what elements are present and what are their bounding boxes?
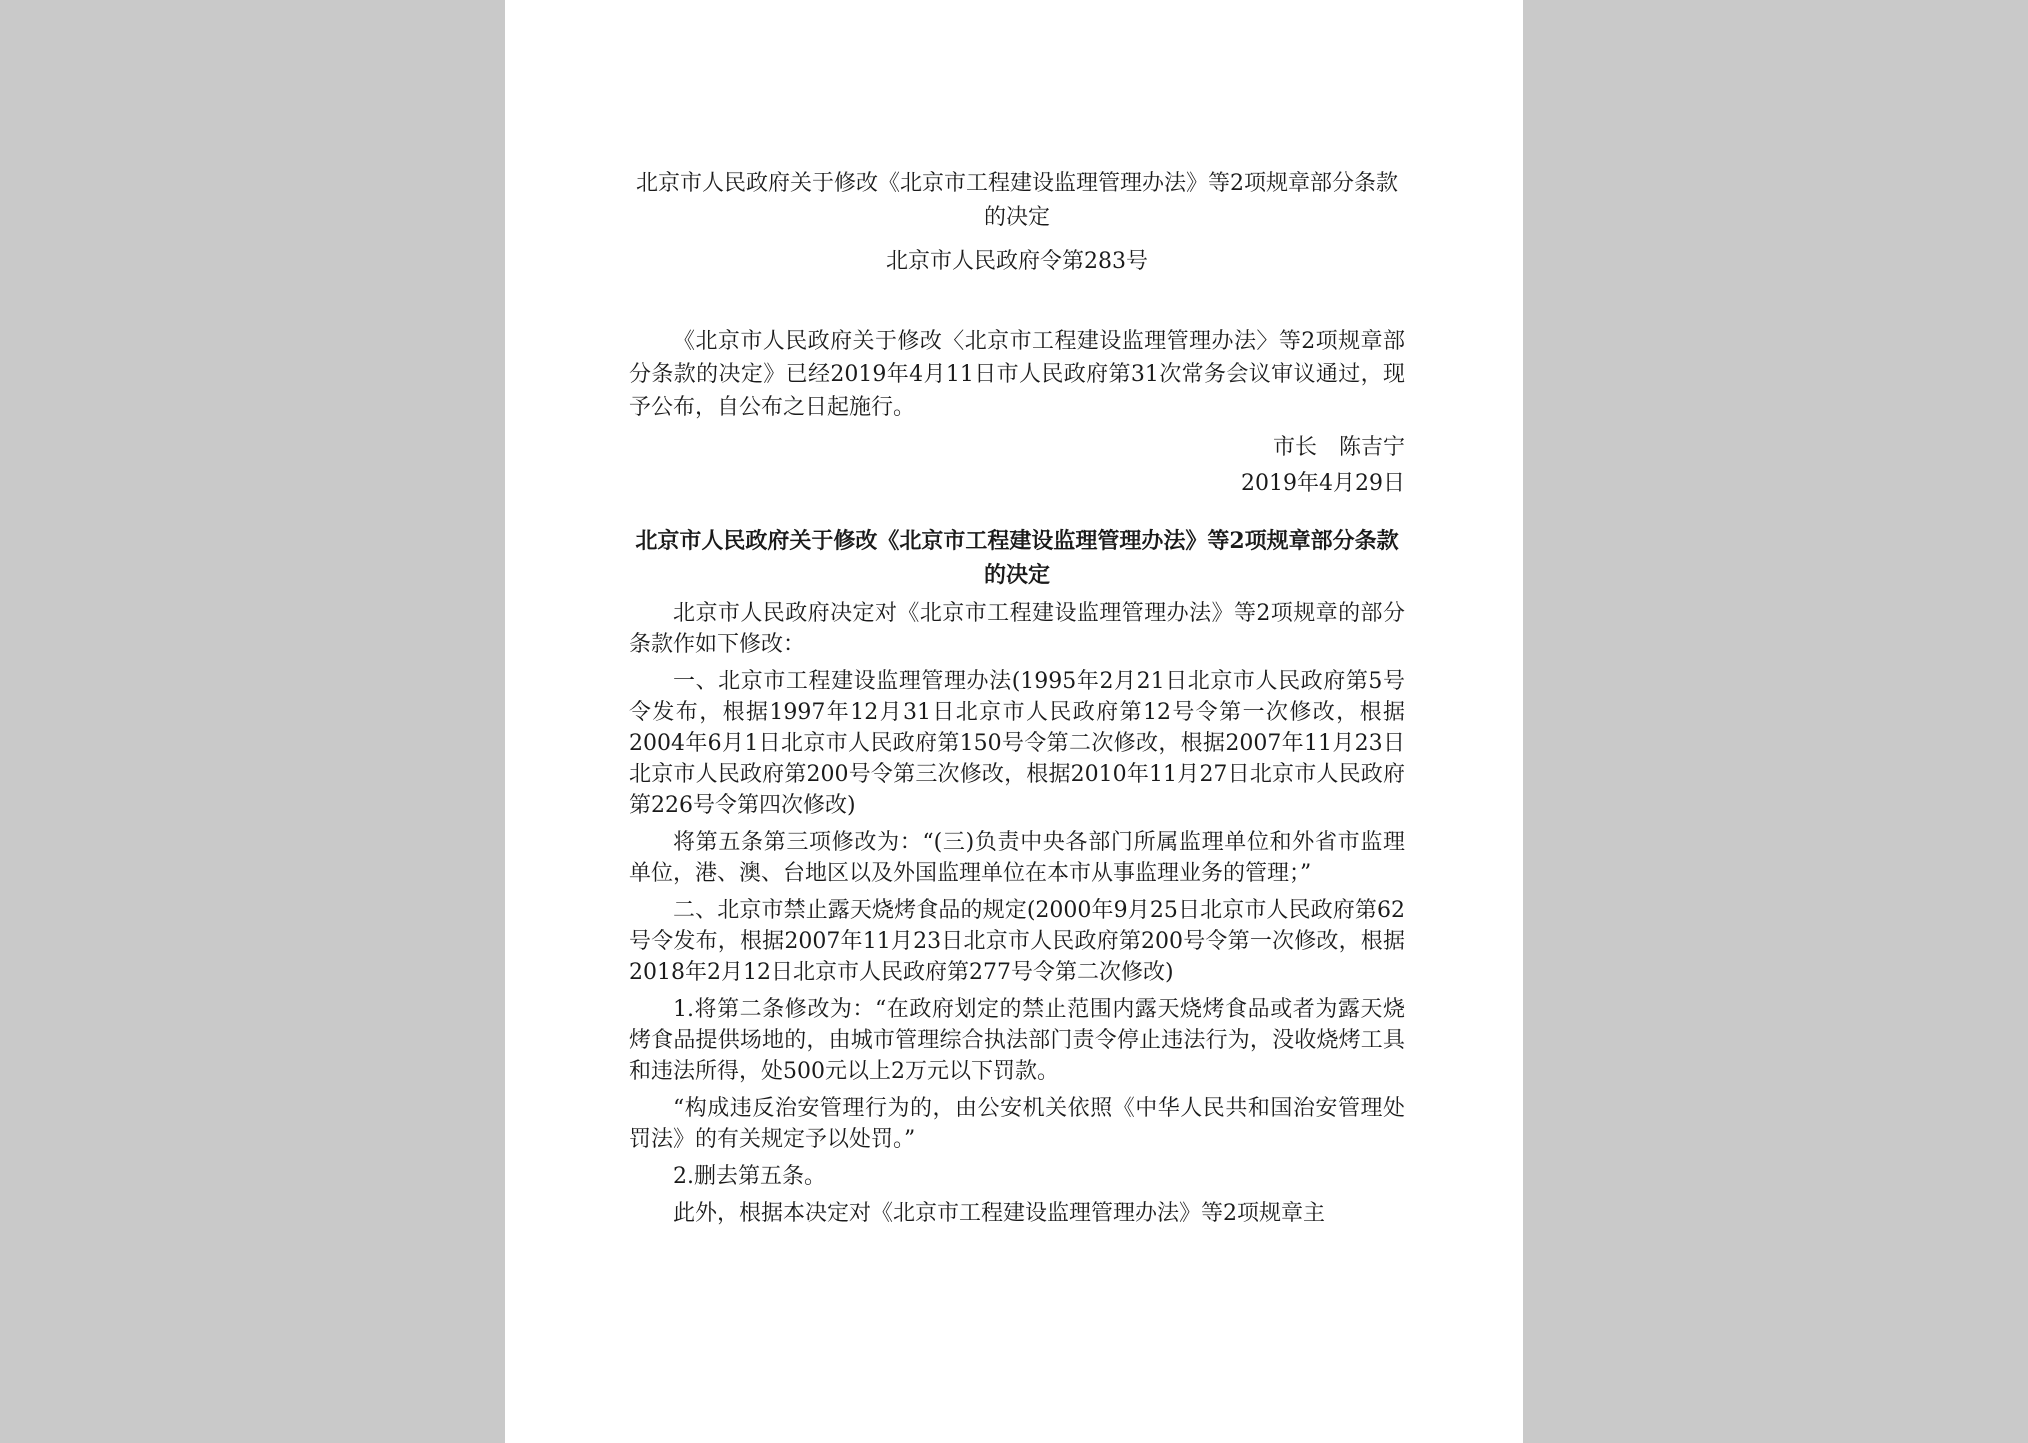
order-number: 北京市人民政府令第283号	[886, 249, 1148, 274]
body-paragraph-3: 二、北京市禁止露天烧烤食品的规定(2000年9月25日北京市人民政府第62号令发布，根据2007年11月23日北京市人民政府第200号令第一次修改，根据2018年2月12日北京市人民政府第277号令第二次修改)	[629, 898, 1405, 985]
body-title: 北京市人民政府关于修改《北京市工程建设监理管理办法》等2项规章部分条款的决定	[635, 528, 1399, 588]
signer: 市长 陈吉宁	[1272, 435, 1405, 460]
body-paragraph-1: 一、北京市工程建设监理管理办法(1995年2月21日北京市人民政府第5号令发布，根据1997年12月31日北京市人民政府第12号令第一次修改，根据2004年6月1日北京市人民政府第150号令第二次修改，根据2007年11月23日北京市人民政府第200号令第三次修改，根据2010年11月27日北京市人民政府第226号令第四次修改)	[629, 669, 1405, 818]
body-paragraph-6: 2.删去第五条。	[673, 1164, 826, 1189]
body-paragraph-7: 此外，根据本决定对《北京市工程建设监理管理办法》等2项规章主	[673, 1201, 1325, 1226]
document-page	[505, 0, 1523, 1443]
body-paragraph-4: 1.将第二条修改为：“在政府划定的禁止范围内露天烧烤食品或者为露天烧烤食品提供场地的，由城市管理综合执法部门责令停止违法行为，没收烧烤工具和违法所得，处500元以上2万元以下罚款。	[629, 997, 1405, 1084]
preamble-paragraph: 《北京市人民政府关于修改〈北京市工程建设监理管理办法〉等2项规章部分条款的决定》已经2019年4月11日市人民政府第31次常务会议审议通过，现予公布，自公布之日起施行。	[629, 329, 1405, 420]
document-header-title: 北京市人民政府关于修改《北京市工程建设监理管理办法》等2项规章部分条款的决定	[636, 171, 1398, 230]
body-paragraph-5: “构成违反治安管理行为的，由公安机关依照《中华人民共和国治安管理处罚法》的有关规定予以处罚。”	[629, 1096, 1405, 1152]
body-paragraph-intro: 北京市人民政府决定对《北京市工程建设监理管理办法》等2项规章的部分条款作如下修改：	[629, 601, 1405, 657]
body-paragraph-2: 将第五条第三项修改为：“(三)负责中央各部门所属监理单位和外省市监理单位，港、澳、台地区以及外国监理单位在本市从事监理业务的管理；”	[629, 830, 1405, 886]
signing-date: 2019年4月29日	[1241, 471, 1405, 496]
page-content	[629, 167, 1405, 1229]
